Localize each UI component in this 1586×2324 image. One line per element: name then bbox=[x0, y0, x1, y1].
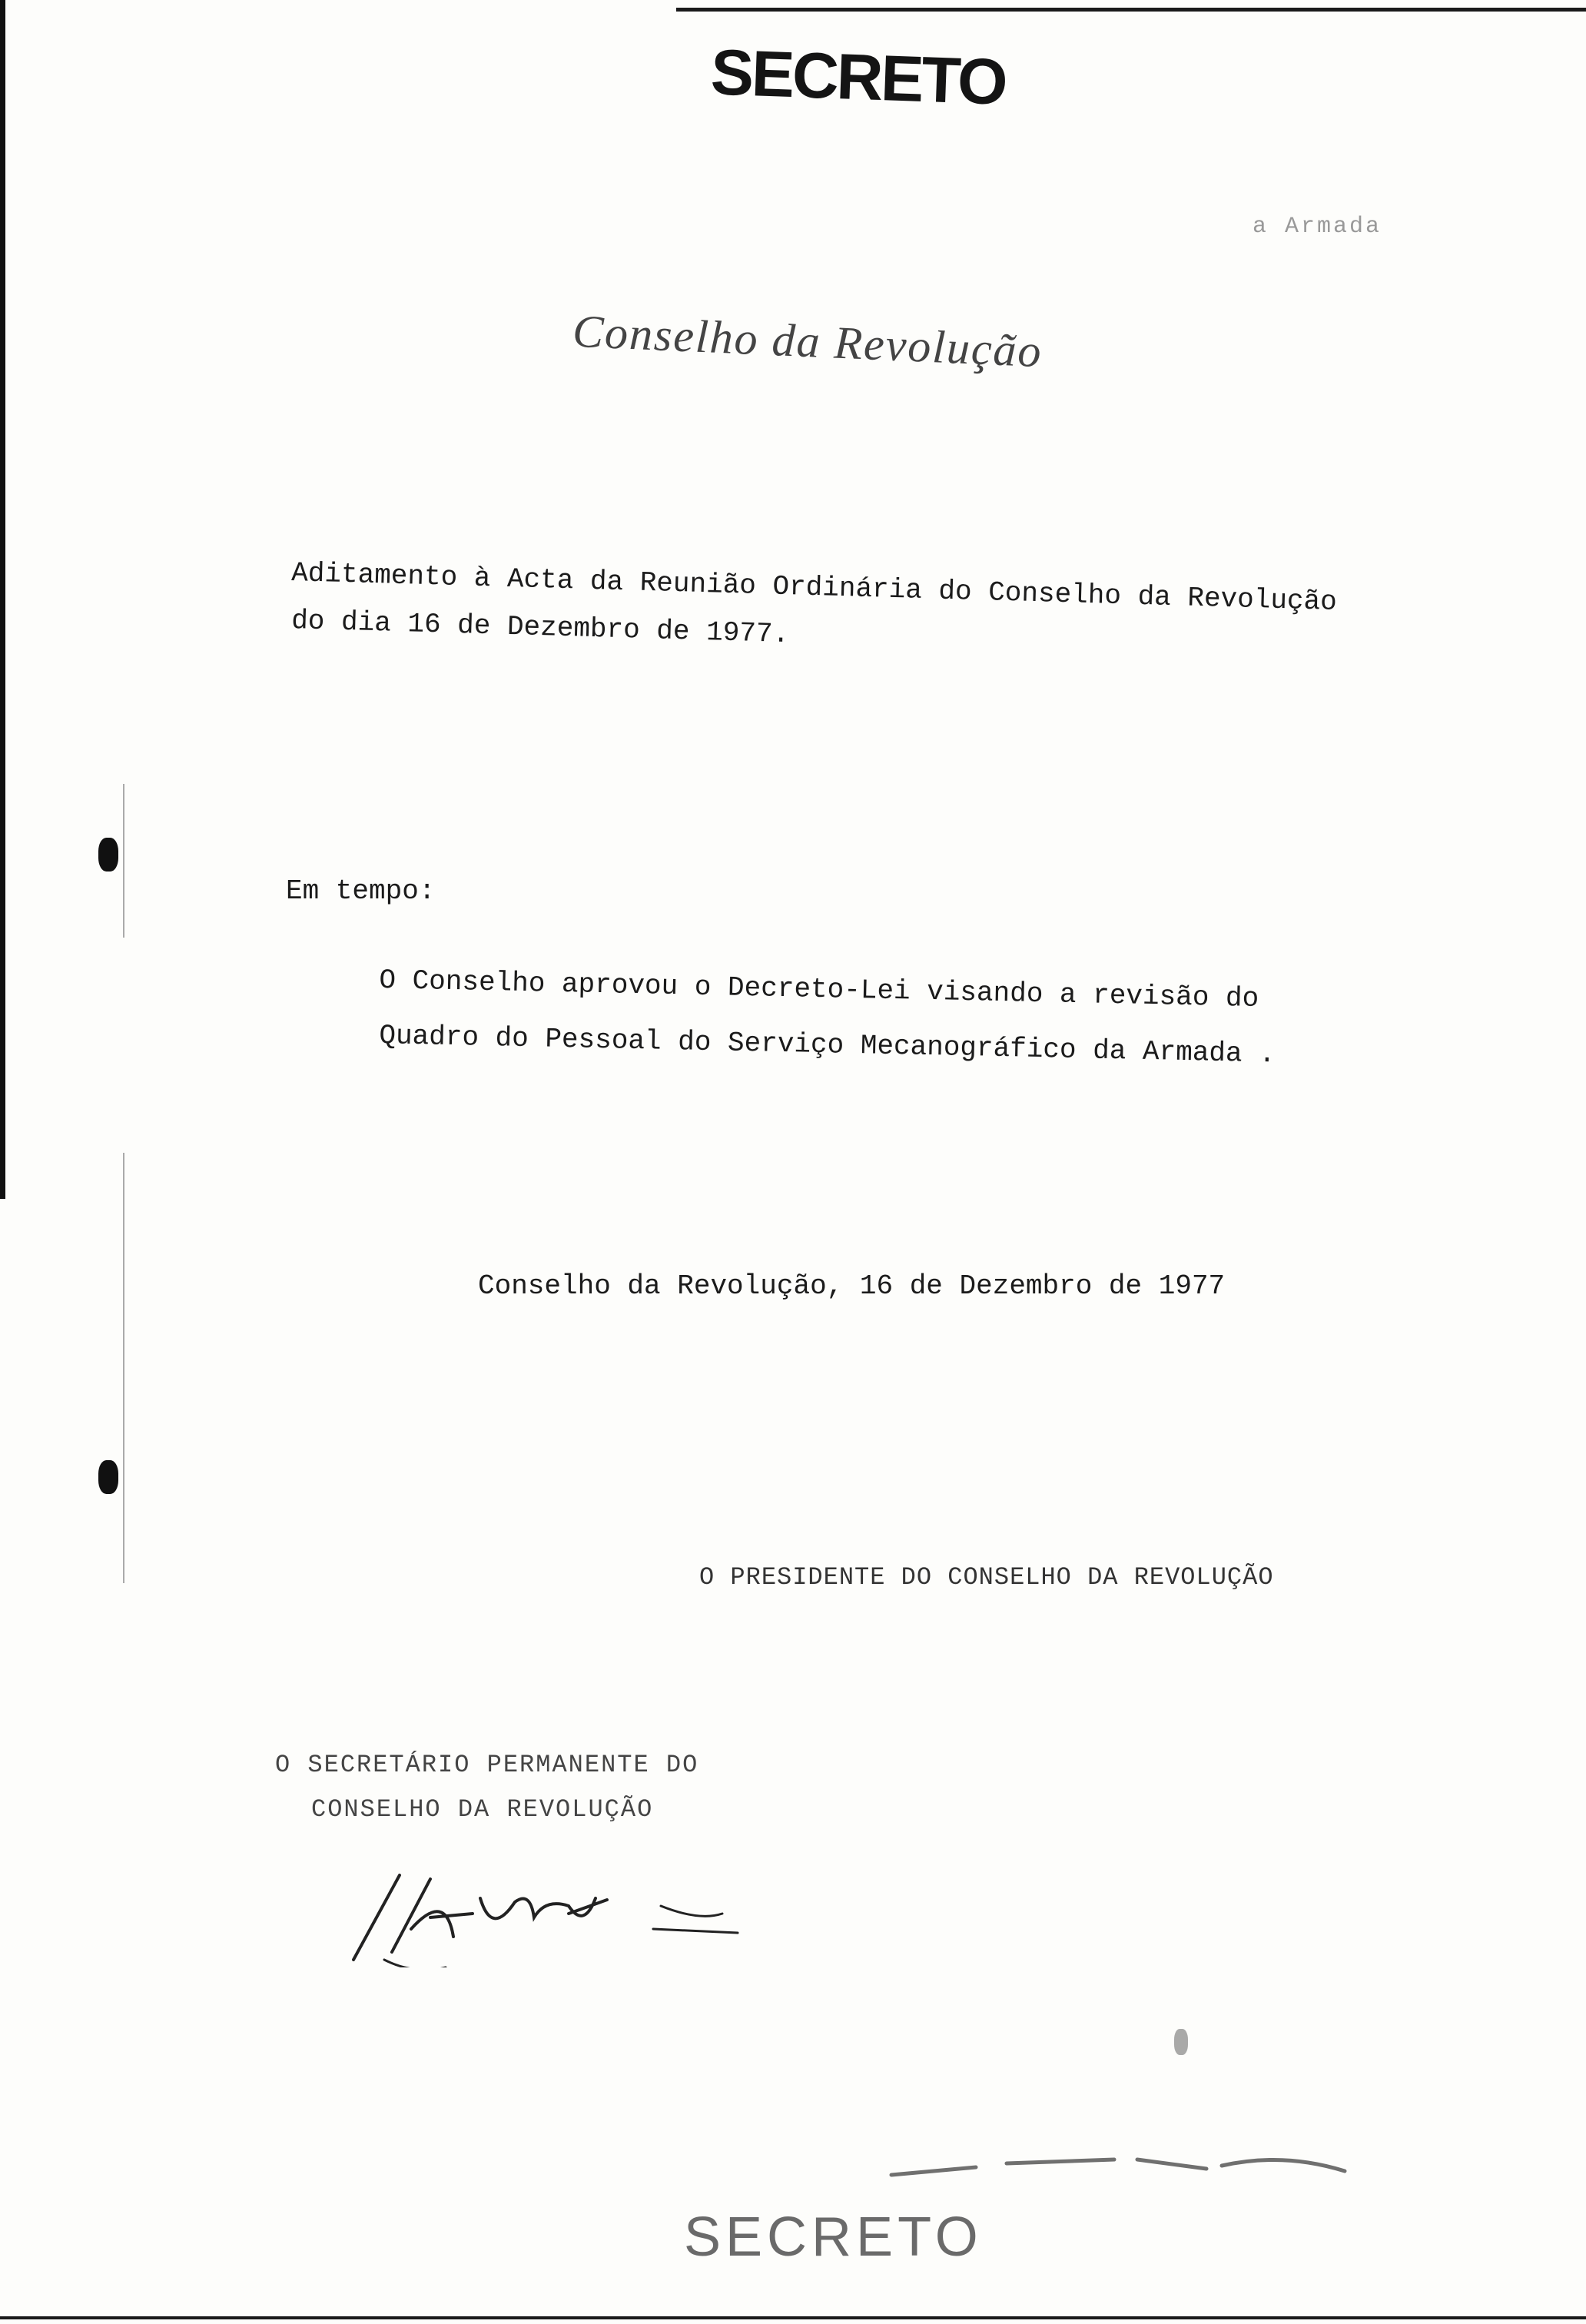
secretary-title-line-1: O SECRETÁRIO PERMANENTE DO bbox=[275, 1751, 699, 1779]
scan-edge-bottom bbox=[0, 2316, 1586, 2319]
paragraph-line-1: O Conselho aprovou o Decreto-Lei visando a revisão do bbox=[378, 964, 1259, 1014]
letterhead: Conselho da Revolução bbox=[571, 305, 1044, 377]
secret-stamp-bottom: SECRETO bbox=[684, 2206, 983, 2268]
scan-edge-left bbox=[0, 0, 5, 1199]
ink-spot bbox=[1174, 2029, 1188, 2055]
em-tempo-label: Em tempo: bbox=[286, 875, 436, 907]
president-title: O PRESIDENTE DO CONSELHO DA REVOLUÇÃO bbox=[699, 1563, 1274, 1592]
handwritten-signature bbox=[338, 1844, 768, 1967]
secretary-title-line-2: CONSELHO DA REVOLUÇÃO bbox=[311, 1795, 654, 1824]
smudge-marks bbox=[884, 2136, 1383, 2198]
heading-line-2: do dia 16 de Dezembro de 1977. bbox=[290, 604, 790, 651]
punch-hole bbox=[98, 1460, 118, 1494]
paragraph-line-2: Quadro do Pessoal do Serviço Mecanográfico da Armada . bbox=[378, 1019, 1276, 1071]
scan-edge-top bbox=[676, 8, 1586, 12]
binding-line bbox=[123, 1153, 124, 1583]
corner-note: a Armada bbox=[1253, 214, 1382, 240]
heading-line-1: Aditamento à Acta da Reunião Ordinária do Conselho da Revolução bbox=[290, 556, 1338, 618]
secret-stamp-top: SECRETO bbox=[709, 35, 1007, 118]
binding-line bbox=[123, 784, 124, 938]
punch-hole bbox=[98, 838, 118, 872]
place-date: Conselho da Revolução, 16 de Dezembro de 1977 bbox=[478, 1270, 1226, 1302]
